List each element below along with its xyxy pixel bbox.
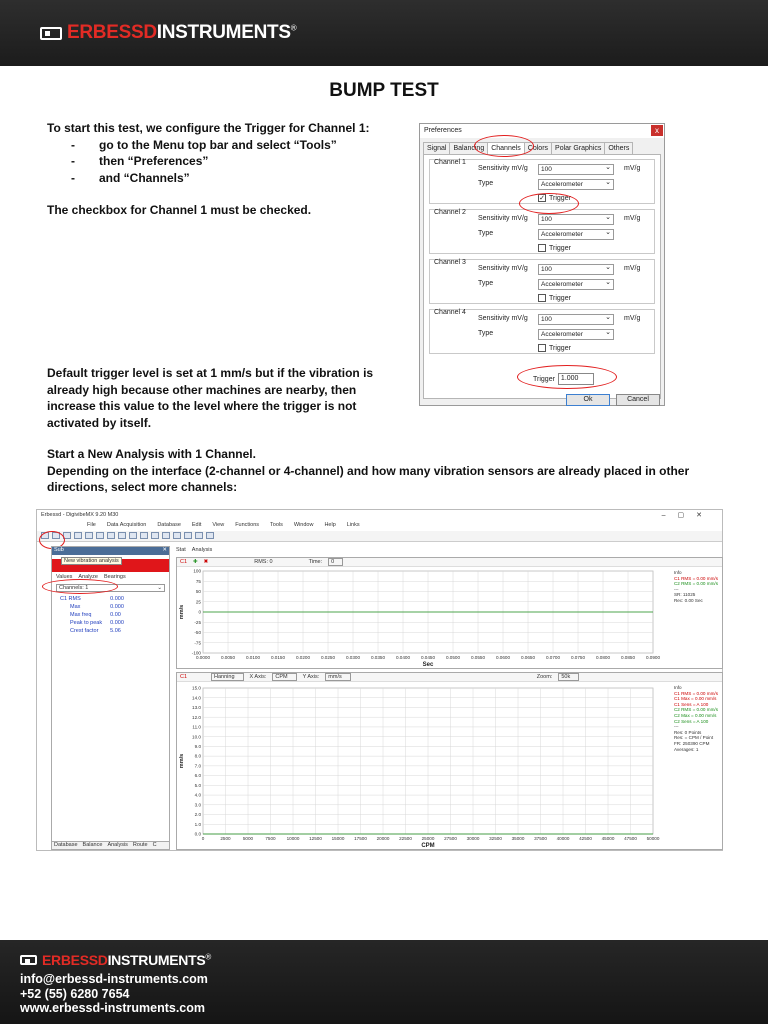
x-tick-label: 5000 bbox=[242, 836, 254, 841]
value-cell: 5.06 bbox=[110, 628, 121, 634]
time-label: Time: bbox=[308, 559, 323, 565]
x-tick-label: 0.0100 bbox=[245, 655, 261, 660]
y-tick-label: 7.0 bbox=[194, 763, 201, 769]
zoom-select[interactable]: 50k bbox=[558, 673, 579, 681]
legend-entry: C1 Sens = A 100 bbox=[673, 701, 709, 707]
footer-email[interactable]: info@erbessd-instruments.com bbox=[20, 972, 208, 986]
list-text: go to the Menu top bar and select “Tools” bbox=[99, 137, 337, 152]
menu-data-acquisition[interactable]: Data Acquisition bbox=[106, 522, 147, 528]
app-title: Erbessd - DigivibeMX 9.20 M30 bbox=[41, 512, 119, 518]
tab-c[interactable]: C bbox=[152, 842, 157, 848]
checkbox-box[interactable]: ✓ bbox=[539, 195, 545, 202]
x-tick-label: 10000 bbox=[286, 836, 300, 841]
y-tick-label: 15.0 bbox=[192, 685, 201, 691]
checkbox-box[interactable] bbox=[538, 294, 546, 302]
dialog-titlebar bbox=[420, 124, 664, 138]
x-tick-label: 0.0250 bbox=[320, 655, 336, 660]
x-tick-label: 0.0350 bbox=[370, 655, 386, 660]
toolbar bbox=[37, 531, 722, 542]
y-tick-label: 75 bbox=[195, 578, 201, 584]
highlight-circle bbox=[42, 579, 118, 594]
tab-colors[interactable]: Colors bbox=[524, 142, 552, 154]
menu-view[interactable]: View bbox=[212, 522, 225, 528]
y-tick-label: 8.0 bbox=[194, 753, 201, 759]
list-item bbox=[47, 153, 407, 170]
x-tick-label: 0.0400 bbox=[395, 655, 411, 660]
x-tick-label: 35000 bbox=[511, 836, 525, 841]
left-panel-header bbox=[52, 547, 169, 555]
type-select[interactable]: Accelerometer ⌄ bbox=[538, 179, 614, 190]
legend-entry: SR: 11025 bbox=[673, 592, 696, 598]
footer-contact bbox=[20, 972, 208, 1016]
x-tick-label: 12500 bbox=[309, 836, 322, 841]
list-text: and “Channels” bbox=[99, 170, 190, 185]
channel-tag: C1 bbox=[180, 559, 188, 565]
y-tick-label: 25 bbox=[195, 599, 201, 605]
value-key: C1 RMS bbox=[60, 596, 81, 602]
legend-entry: Info bbox=[673, 685, 682, 690]
bottom-chart-panel bbox=[176, 672, 723, 850]
y-tick-label: 100 bbox=[193, 568, 201, 574]
legend-entry: Rec: 0.00 Sec bbox=[673, 597, 703, 603]
spectrum-chart bbox=[177, 682, 660, 850]
checkbox-note: The checkbox for Channel 1 must be checked. bbox=[47, 203, 312, 217]
x-tick-label: 0 bbox=[201, 836, 205, 841]
checkbox-box[interactable] bbox=[538, 344, 546, 352]
x-tick-label: 7500 bbox=[265, 836, 276, 841]
menu-links[interactable]: Links bbox=[346, 522, 360, 528]
list-item bbox=[47, 170, 407, 187]
zoom-icon[interactable] bbox=[151, 532, 159, 539]
channels-panel bbox=[423, 154, 661, 399]
y-tick-label: -25 bbox=[194, 619, 201, 625]
print-icon[interactable] bbox=[96, 532, 104, 539]
unit-label: mV/g bbox=[624, 215, 641, 222]
sensitivity-select[interactable]: 100 ⌄ bbox=[538, 314, 614, 325]
zoom-label: Zoom: bbox=[536, 674, 553, 680]
chart-icon[interactable] bbox=[184, 532, 192, 539]
sensitivity-label: Sensitivity mV/g bbox=[478, 265, 528, 272]
y-axis-label: Y Axis: bbox=[302, 674, 320, 680]
x-tick-label: 0.0800 bbox=[595, 655, 611, 660]
x-tick-label: 0.0550 bbox=[470, 655, 486, 660]
x-axis-select[interactable]: CPM bbox=[272, 673, 296, 681]
value-cell: 0.000 bbox=[110, 604, 124, 610]
legend-entry: C2 Sens = A 100 bbox=[673, 718, 709, 724]
menu-window[interactable]: Window bbox=[293, 522, 314, 528]
channel-label: Channel 3 bbox=[434, 259, 466, 266]
legend-entry: Res: 0 Points bbox=[673, 729, 702, 735]
type-label: Type bbox=[478, 230, 494, 237]
type-label: Type bbox=[478, 280, 494, 287]
y-axis-title: mm/s bbox=[179, 753, 185, 769]
intro-block bbox=[47, 120, 407, 186]
type-label: Type bbox=[478, 330, 494, 337]
list-item bbox=[47, 137, 407, 154]
value-key: Crest factor bbox=[70, 628, 99, 634]
menu-file[interactable]: File bbox=[87, 522, 96, 528]
x-tick-label: 2500 bbox=[220, 836, 231, 841]
trigger-level-label: Trigger bbox=[533, 375, 555, 383]
time-select[interactable]: 0 bbox=[328, 558, 343, 566]
trigger-label: Trigger bbox=[549, 294, 571, 302]
footer-phone: +52 (55) 6280 7654 bbox=[20, 986, 130, 1001]
legend-entry: C2 RMS = 0.00 mm/s bbox=[673, 707, 718, 713]
logo-tm: ® bbox=[205, 952, 212, 962]
tab-balance[interactable]: Balance bbox=[82, 842, 103, 848]
trigger-checkbox[interactable] bbox=[538, 294, 571, 302]
tab-route[interactable]: Route bbox=[132, 842, 148, 848]
y-tick-label: 3.0 bbox=[194, 802, 201, 808]
x-tick-label: 15000 bbox=[331, 836, 345, 841]
x-tick-label: 0.0000 bbox=[195, 655, 211, 660]
checkbox-box[interactable] bbox=[538, 244, 546, 252]
y-axis-title: mm/s bbox=[179, 604, 185, 620]
x-tick-label: 32500 bbox=[489, 836, 502, 841]
y-tick-label: 6.0 bbox=[194, 773, 201, 779]
close-icon[interactable]: x bbox=[651, 125, 663, 136]
sensitivity-label: Sensitivity mV/g bbox=[478, 315, 528, 322]
channel-label: Channel 1 bbox=[434, 159, 466, 166]
table-row bbox=[56, 619, 128, 627]
top-chart-toolbar bbox=[177, 558, 722, 567]
y-tick-label: 50 bbox=[195, 589, 201, 595]
dialog-tabs bbox=[420, 138, 664, 154]
trigger-label: Trigger bbox=[549, 244, 571, 252]
legend-entry: FR: 250390 CPM bbox=[673, 740, 710, 746]
trigger-note: Default trigger level is set at 1 mm/s but if the vibration is already high because other machines are nearby, then increase this value to the level where the trigger is not activated by itself. bbox=[47, 366, 374, 430]
top-chart-panel bbox=[176, 557, 723, 669]
channel-tag: C1 bbox=[180, 674, 188, 680]
window-select[interactable]: Hanning bbox=[211, 673, 244, 681]
truck-icon bbox=[40, 27, 62, 40]
menu-database[interactable]: Database bbox=[157, 522, 181, 528]
sensitivity-select[interactable]: 100 ⌄ bbox=[538, 214, 614, 225]
preferences-dialog bbox=[419, 123, 665, 406]
logo-tm: ® bbox=[290, 23, 297, 33]
x-tick-label: 27500 bbox=[444, 836, 457, 841]
logo-brand-a: ERBESSD bbox=[67, 22, 157, 43]
table-row bbox=[56, 603, 128, 611]
sensitivity-label: Sensitivity mV/g bbox=[478, 215, 528, 222]
legend-entry: --- bbox=[673, 586, 679, 592]
tab-balancing[interactable]: Balancing bbox=[449, 142, 488, 154]
legend-entry: Res: = CPM / Point bbox=[673, 735, 714, 741]
y-tick-label: 1.0 bbox=[194, 821, 201, 827]
analysis-note-line2: Depending on the interface (2-channel or 4-channel) and how many vibration sensors are already placed in other directions, select more channels: bbox=[47, 463, 690, 494]
x-tick-label: 25000 bbox=[421, 836, 435, 841]
x-tick-label: 0.0600 bbox=[495, 655, 511, 660]
close-icon[interactable]: ✕ bbox=[162, 547, 167, 553]
tab-signal[interactable]: Signal bbox=[423, 142, 450, 154]
time-waveform-chart bbox=[177, 567, 661, 669]
x-tick-label: 22500 bbox=[399, 836, 412, 841]
x-tick-label: 20000 bbox=[376, 836, 390, 841]
tab-bearings[interactable]: Bearings bbox=[104, 574, 126, 580]
tooltip: New vibration analysis bbox=[61, 557, 122, 565]
channel-group bbox=[429, 209, 655, 254]
channel-label: Channel 4 bbox=[434, 309, 466, 316]
y-tick-label: 12.0 bbox=[192, 714, 201, 720]
play-icon[interactable] bbox=[129, 532, 137, 539]
x-tick-label: 0.0450 bbox=[420, 655, 436, 660]
channel-group bbox=[429, 259, 655, 304]
folder-icon[interactable] bbox=[85, 532, 93, 539]
y-tick-label: 13.0 bbox=[192, 705, 201, 711]
y-tick-label: 9.0 bbox=[194, 744, 201, 749]
tab-stat[interactable]: Stat bbox=[176, 547, 186, 553]
x-tick-label: 40000 bbox=[556, 836, 570, 841]
y-tick-label: 0.0 bbox=[194, 831, 201, 837]
y-tick-label: -75 bbox=[194, 640, 201, 646]
type-label: Type bbox=[478, 180, 494, 187]
x-tick-label: 0.0700 bbox=[545, 655, 561, 660]
x-tick-label: 0.0300 bbox=[345, 655, 361, 660]
tab-analyze[interactable]: Analyze bbox=[78, 574, 98, 580]
main-tabs bbox=[176, 547, 212, 553]
color-icon[interactable] bbox=[195, 532, 203, 539]
x-tick-label: 42500 bbox=[579, 836, 592, 841]
trigger-checkbox[interactable] bbox=[538, 244, 571, 252]
list-text: then “Preferences” bbox=[99, 154, 209, 168]
value-cell: 0.00 bbox=[110, 612, 121, 618]
bottom-chart-toolbar bbox=[177, 673, 722, 682]
cancel-button[interactable]: Cancel bbox=[616, 394, 660, 406]
x-tick-label: 45000 bbox=[601, 836, 615, 841]
add-icon[interactable]: ✚ bbox=[193, 559, 198, 565]
y-tick-label: 2.0 bbox=[194, 812, 201, 818]
x-tick-label: 0.0900 bbox=[645, 655, 661, 660]
header-bar bbox=[0, 0, 768, 66]
legend-entry: C1 RMS = 0.00 mm/s bbox=[673, 575, 718, 581]
truck-icon bbox=[20, 955, 37, 965]
trigger-label: Trigger bbox=[549, 194, 571, 202]
analysis-note bbox=[47, 446, 737, 496]
x-tick-label: 0.0850 bbox=[620, 655, 636, 660]
trigger-checkbox[interactable] bbox=[538, 344, 571, 352]
value-key: Peak to peak bbox=[70, 620, 103, 626]
y-tick-label: -50 bbox=[194, 630, 201, 636]
export-icon[interactable] bbox=[173, 532, 181, 539]
x-tick-label: 37500 bbox=[534, 836, 547, 841]
x-axis-title: CPM bbox=[421, 843, 435, 849]
list-dash: - bbox=[71, 170, 75, 185]
legend-entry: C1 Max = 0.00 mm/s bbox=[673, 696, 717, 702]
sensitivity-select[interactable]: 100 ⌄ bbox=[538, 164, 614, 175]
values-table bbox=[56, 595, 128, 635]
logo-brand-b: INSTRUMENTS bbox=[156, 22, 291, 43]
chevron-down-icon: ⌄ bbox=[157, 585, 162, 591]
sensitivity-select[interactable]: 100 ⌄ bbox=[538, 264, 614, 275]
y-tick-label: 0 bbox=[198, 609, 201, 615]
remove-icon[interactable]: ✖ bbox=[203, 559, 209, 565]
menu-functions[interactable]: Functions bbox=[235, 522, 260, 528]
rms-readout: RMS: 0 bbox=[254, 559, 273, 565]
menu-help[interactable]: Help bbox=[324, 522, 336, 528]
tab-database[interactable]: Database bbox=[54, 842, 78, 848]
table-row bbox=[56, 611, 128, 619]
settings-icon[interactable] bbox=[206, 532, 214, 539]
table-row bbox=[56, 595, 128, 603]
list-dash: - bbox=[71, 137, 75, 152]
record-icon[interactable] bbox=[118, 532, 126, 539]
dialog-title: Preferences bbox=[424, 127, 462, 134]
tab-others[interactable]: Others bbox=[604, 142, 633, 154]
value-key: Max bbox=[70, 604, 81, 610]
table-row bbox=[56, 627, 128, 635]
type-select[interactable]: Accelerometer ⌄ bbox=[538, 329, 614, 340]
x-tick-label: 0.0750 bbox=[570, 655, 586, 660]
filter-icon[interactable] bbox=[140, 532, 148, 539]
footer-bar bbox=[0, 940, 768, 1024]
bottom-tabs bbox=[52, 841, 169, 849]
tab-polar-graphics[interactable]: Polar Graphics bbox=[551, 142, 605, 154]
y-tick-label: 4.0 bbox=[194, 792, 201, 798]
footer-logo bbox=[20, 952, 211, 968]
y-tick-label: 10.0 bbox=[192, 734, 201, 740]
ok-button[interactable]: Ok bbox=[566, 394, 610, 406]
top-chart-legend bbox=[674, 570, 718, 604]
x-tick-label: 47500 bbox=[624, 836, 637, 841]
channel-group bbox=[429, 309, 655, 354]
tab-values[interactable]: Values bbox=[56, 574, 73, 580]
x-tick-label: 0.0050 bbox=[220, 655, 236, 660]
menu-bar bbox=[37, 521, 722, 531]
unit-label: mV/g bbox=[624, 265, 641, 272]
footer-website[interactable]: www.erbessd-instruments.com bbox=[20, 1001, 205, 1015]
left-panel-title: Sub bbox=[54, 547, 64, 553]
trigger-level-input[interactable]: 1.000 bbox=[558, 373, 594, 385]
y-tick-label: 11.0 bbox=[192, 724, 201, 730]
x-tick-label: 0.0500 bbox=[445, 655, 461, 660]
x-axis-title: Sec bbox=[422, 662, 434, 668]
unit-label: mV/g bbox=[624, 315, 641, 322]
x-tick-label: 17500 bbox=[354, 836, 367, 841]
legend-entry: C1 RMS = 0.00 mm/s bbox=[673, 690, 718, 696]
window-controls[interactable]: –▢✕ bbox=[661, 512, 714, 519]
tab-analysis-bottom[interactable]: Analysis bbox=[107, 842, 128, 848]
tab-channels[interactable]: Channels bbox=[487, 142, 525, 154]
copy-icon[interactable] bbox=[162, 532, 170, 539]
bottom-chart-legend bbox=[674, 685, 718, 752]
value-cell: 0.000 bbox=[110, 596, 124, 602]
legend-entry: C2 Max = 0.00 mm/s bbox=[673, 712, 717, 718]
highlight-circle bbox=[519, 193, 579, 214]
legend-entry: Info bbox=[673, 570, 682, 575]
trigger-label: Trigger bbox=[549, 344, 571, 352]
logo-brand-b: INSTRUMENTS bbox=[107, 952, 206, 968]
value-cell: 0.000 bbox=[110, 620, 124, 626]
legend-entry: --- bbox=[673, 724, 679, 730]
type-select[interactable]: Accelerometer ⌄ bbox=[538, 229, 614, 240]
x-tick-label: 50000 bbox=[646, 836, 660, 841]
legend-entry: C2 RMS = 0.00 mm/s bbox=[673, 581, 718, 587]
unit-label: mV/g bbox=[624, 165, 641, 172]
logo-brand-a: ERBESSD bbox=[42, 952, 108, 968]
channels-select-value: Channels: 1 bbox=[59, 585, 89, 591]
y-tick-label: 5.0 bbox=[194, 782, 201, 788]
sensitivity-label: Sensitivity mV/g bbox=[478, 165, 528, 172]
header-logo bbox=[40, 22, 296, 44]
analysis-note-line1: Start a New Analysis with 1 Channel. bbox=[47, 447, 256, 461]
y-tick-label: -100 bbox=[191, 650, 201, 656]
x-tick-label: 30000 bbox=[466, 836, 480, 841]
app-window bbox=[36, 509, 723, 851]
menu-edit[interactable]: Edit bbox=[191, 522, 202, 528]
highlight-circle bbox=[517, 365, 617, 389]
legend-entry: Averages: 1 bbox=[673, 746, 699, 752]
tab-analysis[interactable]: Analysis bbox=[191, 547, 213, 553]
intro-lead: To start this test, we configure the Trigger for Channel 1: bbox=[47, 121, 370, 135]
list-dash: - bbox=[71, 154, 75, 168]
app-titlebar bbox=[37, 510, 722, 521]
save-icon[interactable] bbox=[74, 532, 82, 539]
page-title: BUMP TEST bbox=[329, 80, 439, 101]
x-axis-label: X Axis: bbox=[249, 674, 267, 680]
value-key: Max freq bbox=[70, 612, 92, 618]
x-tick-label: 0.0650 bbox=[520, 655, 536, 660]
y-tick-label: 14.0 bbox=[192, 695, 201, 701]
cursor-icon[interactable] bbox=[107, 532, 115, 539]
x-tick-label: 0.0150 bbox=[270, 655, 286, 660]
menu-tools[interactable]: Tools bbox=[270, 522, 283, 528]
y-axis-select[interactable]: mm/s bbox=[325, 673, 350, 681]
type-select[interactable]: Accelerometer ⌄ bbox=[538, 279, 614, 290]
channel-label: Channel 2 bbox=[434, 209, 466, 216]
x-tick-label: 0.0200 bbox=[295, 655, 311, 660]
highlight-circle bbox=[474, 135, 534, 157]
